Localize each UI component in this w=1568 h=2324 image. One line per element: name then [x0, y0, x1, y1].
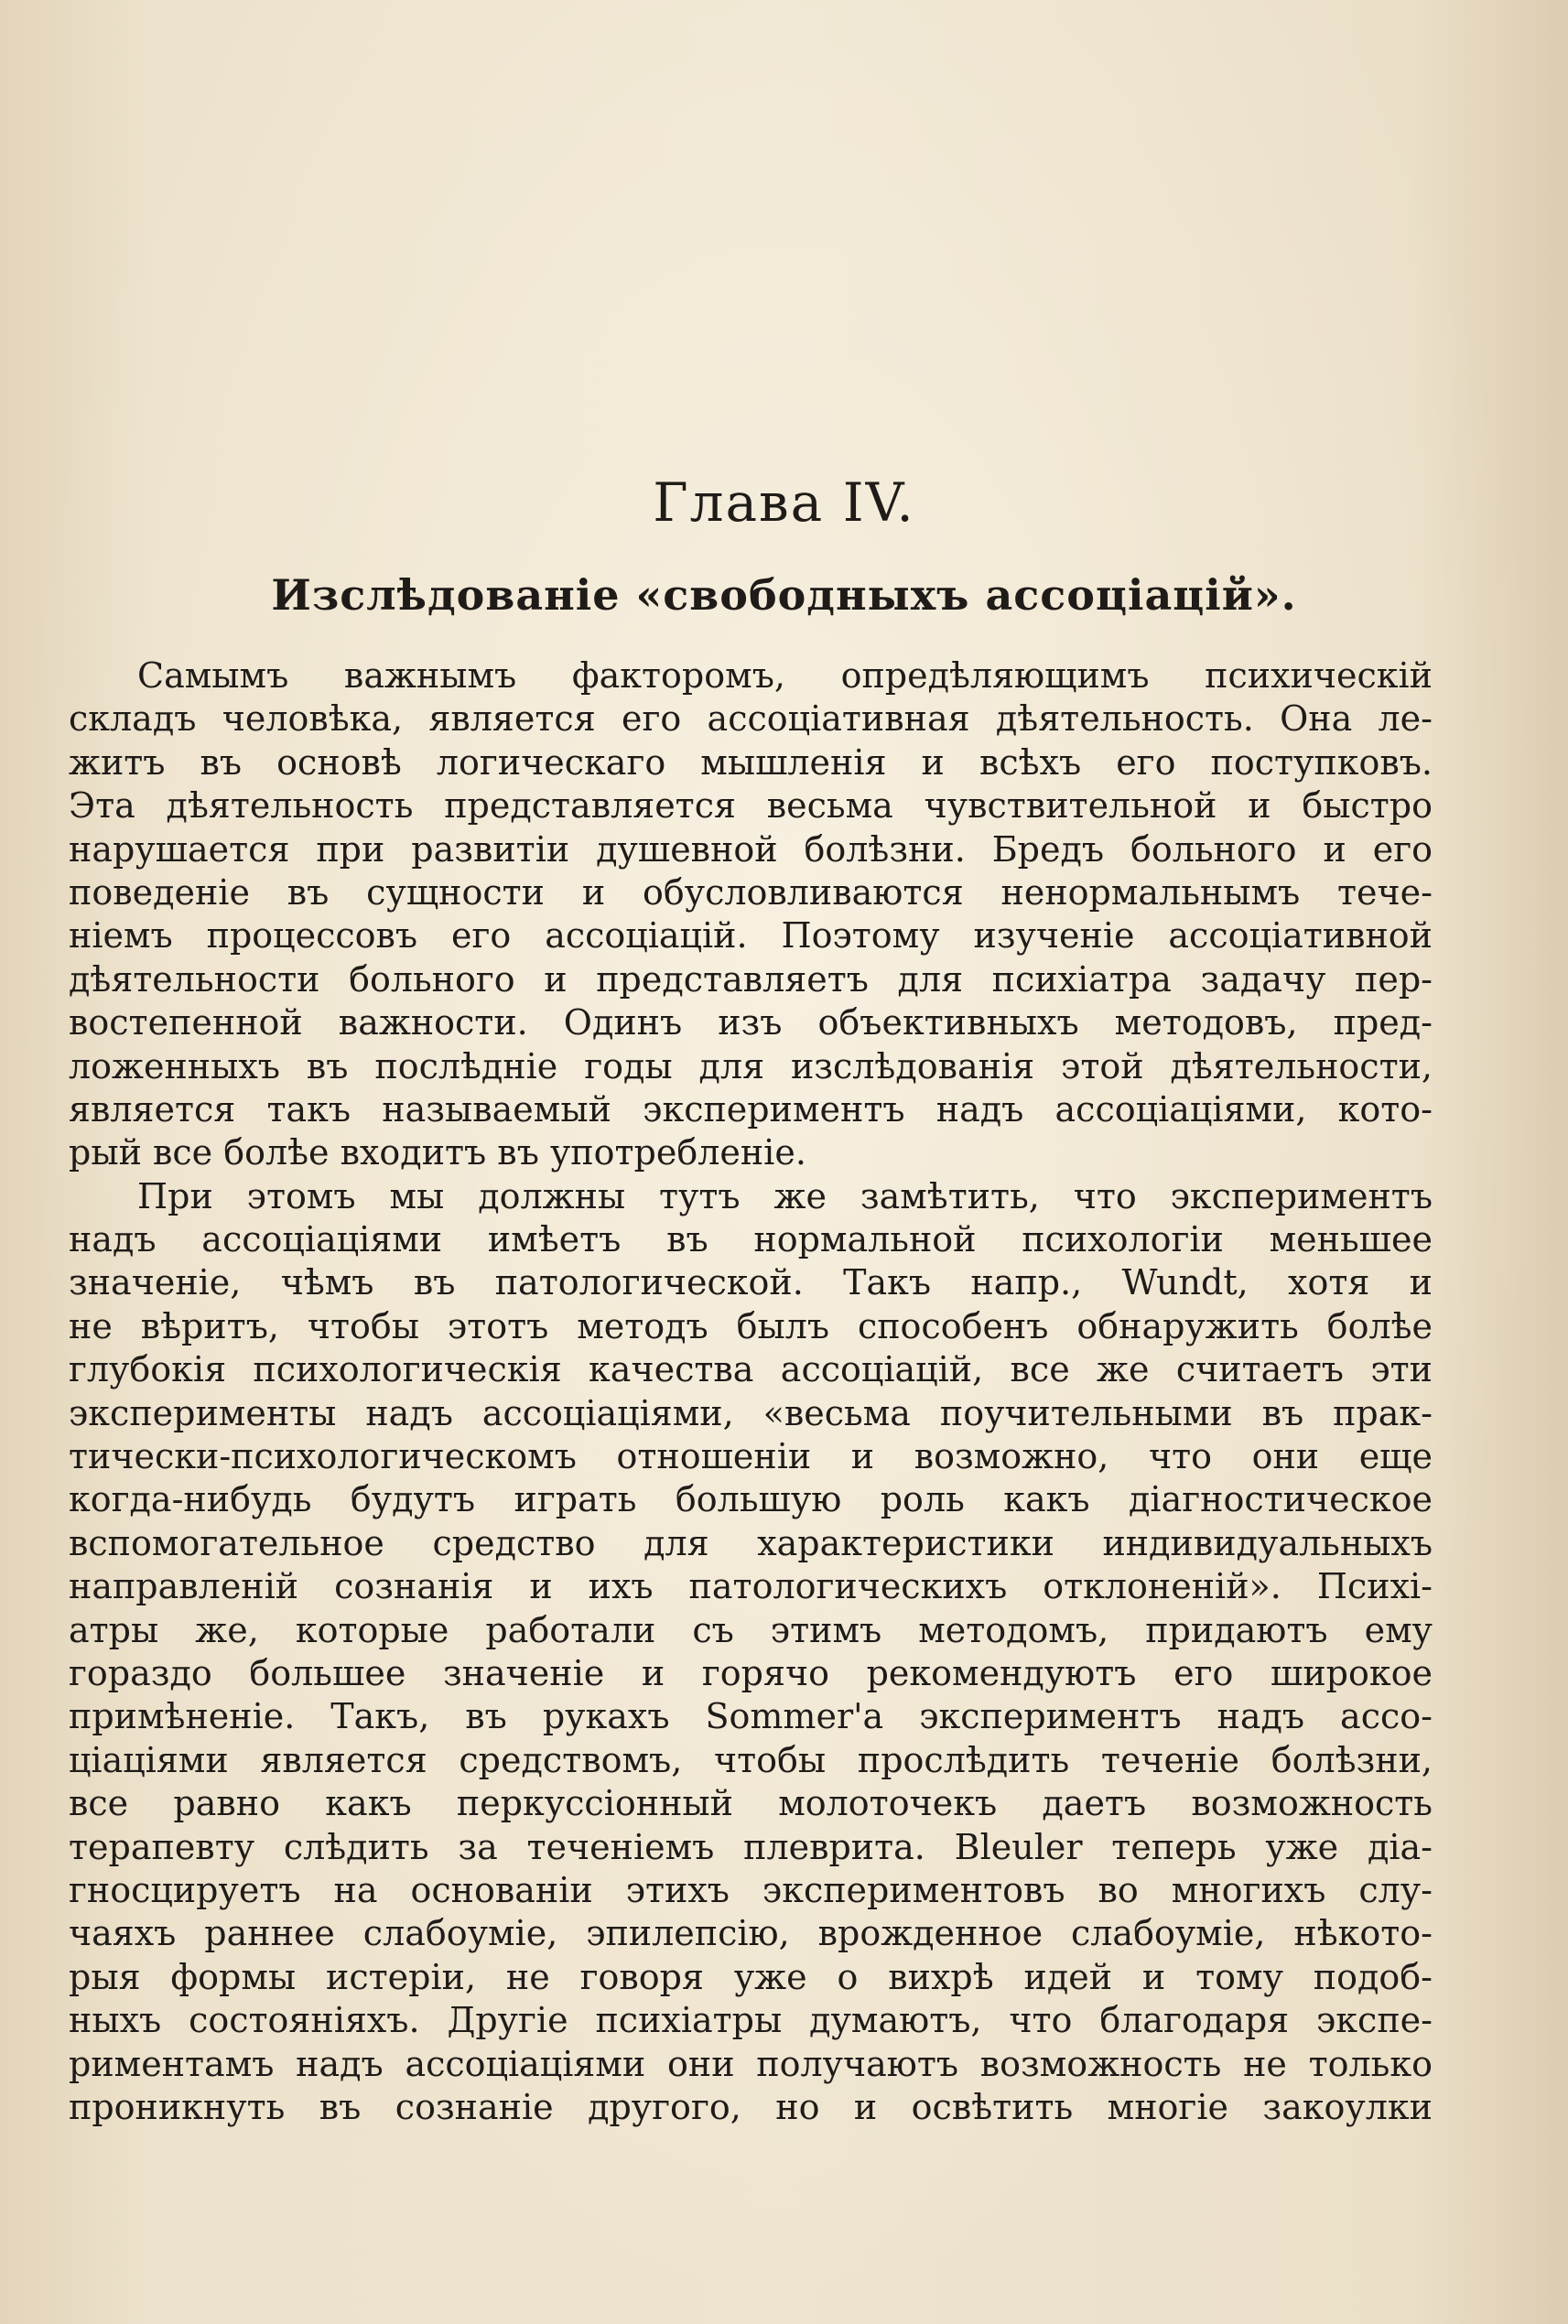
- text-line: глубокія психологическія качества ассоціацій, все же считаетъ эти: [69, 1349, 1433, 1390]
- paragraph: [69, 1175, 1433, 2130]
- text-line: гносцируетъ на основаніи этихъ экспериментовъ во многихъ слу-: [69, 1869, 1433, 1910]
- text-line: ложенныхъ въ послѣдніе годы для изслѣдованія этой дѣятельности,: [69, 1045, 1433, 1086]
- text-line: значеніе, чѣмъ въ патологической. Такъ напр., Wundt, хотя и: [69, 1262, 1433, 1303]
- text-line: Самымъ важнымъ факторомъ, опредѣляющимъ психическій: [137, 655, 1433, 696]
- text-line: вспомогательное средство для характеристики индивидуальныхъ: [69, 1522, 1433, 1563]
- text-line: все равно какъ перкуссіонный молоточекъ даетъ возможность: [69, 1783, 1433, 1824]
- text-line: атры же, которые работали съ этимъ методомъ, придаютъ ему: [69, 1609, 1433, 1650]
- paragraph: [69, 654, 1433, 1175]
- text-line: когда-нибудь будутъ играть большую роль какъ діагностическое: [69, 1479, 1433, 1520]
- text-line: риментамъ надъ ассоціаціями они получаютъ возможность не только: [69, 2043, 1433, 2084]
- text-line: является такъ называемый экспериментъ надъ ассоціаціями, кото-: [69, 1088, 1433, 1130]
- section-title: Изслѣдованіе «свободныхъ ассоціацій».: [271, 570, 1297, 620]
- text-line: проникнуть въ сознаніе другого, но и освѣтить многіе закоулки: [69, 2086, 1433, 2127]
- chapter-title: Глава IV.: [653, 471, 915, 534]
- text-line: рыя формы истеріи, не говоря уже о вихрѣ идей и тому подоб-: [69, 1956, 1433, 1997]
- text-line: Эта дѣятельность представляется весьма чувствительной и быстро: [69, 785, 1433, 827]
- text-line: житъ въ основѣ логическаго мышленія и всѣхъ его поступковъ.: [69, 741, 1433, 783]
- text-line: не вѣритъ, чтобы этотъ методъ былъ способенъ обнаружить болѣе: [69, 1305, 1433, 1346]
- text-line: эксперименты надъ ассоціаціями, «весьма поучительными въ прак-: [69, 1392, 1433, 1433]
- text-line: терапевту слѣдить за теченіемъ плеврита. Bleuler теперь уже діа-: [69, 1826, 1433, 1867]
- text-line: поведеніе въ сущности и обусловливаются ненормальнымъ тече-: [69, 871, 1433, 913]
- body-text: [69, 654, 1433, 2129]
- text-line: нарушается при развитіи душевной болѣзни. Бредъ больного и его: [69, 828, 1433, 870]
- text-line: гораздо большее значеніе и горячо рекомендуютъ его широкое: [69, 1652, 1433, 1693]
- text-line: направленій сознанія и ихъ патологическихъ отклоненій». Психі-: [69, 1566, 1433, 1607]
- text-line: востепенной важности. Одинъ изъ объективныхъ методовъ, пред-: [69, 1002, 1433, 1043]
- text-line: примѣненіе. Такъ, въ рукахъ Sommer'а экспериментъ надъ ассо-: [69, 1696, 1433, 1737]
- text-line: надъ ассоціаціями имѣетъ въ нормальной психологіи меньшее: [69, 1219, 1433, 1260]
- text-line: ніемъ процессовъ его ассоціацій. Поэтому изученіе ассоціативной: [69, 915, 1433, 957]
- text-line: дѣятельности больного и представляетъ для психіатра задачу пер-: [69, 958, 1433, 1000]
- text-line: ныхъ состояніяхъ. Другіе психіатры думаютъ, что благодаря экспе-: [69, 2000, 1433, 2041]
- text-line: тически-психологическомъ отношеніи и возможно, что они еще: [69, 1436, 1433, 1477]
- text-line: При этомъ мы должны тутъ же замѣтить, что экспериментъ: [137, 1175, 1433, 1216]
- text-line: ціаціями является средствомъ, чтобы прослѣдить теченіе болѣзни,: [69, 1739, 1433, 1780]
- text-line: чаяхъ раннее слабоуміе, эпилепсію, врожденное слабоуміе, нѣкото-: [69, 1913, 1433, 1954]
- text-line: складъ человѣка, является его ассоціативная дѣятельность. Она ле-: [69, 698, 1433, 740]
- text-line: рый все болѣе входитъ въ употребленіе.: [69, 1132, 806, 1173]
